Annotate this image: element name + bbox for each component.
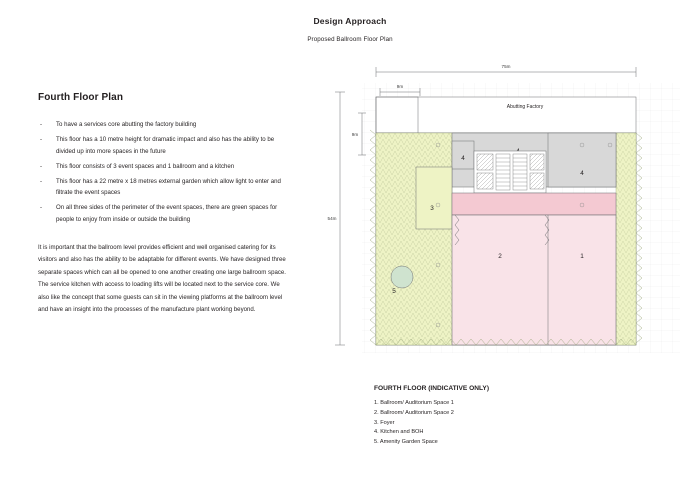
legend-item: 2. Ballroom/ Auditorium Space 2 bbox=[374, 409, 454, 416]
floor-plan-drawing bbox=[320, 55, 680, 375]
foyer-area bbox=[416, 167, 452, 229]
left-text-column bbox=[38, 92, 286, 317]
bullet-dash: - bbox=[40, 135, 43, 143]
section-title: Fourth Floor Plan bbox=[38, 92, 124, 103]
dimension-overall-width bbox=[376, 64, 636, 77]
boh-block-right bbox=[548, 133, 616, 187]
legend-item: 1. Ballroom/ Auditorium Space 1 bbox=[374, 400, 454, 406]
list-item-text: This floor consists of 3 event spaces and 1 ballroom and a kitchen bbox=[56, 162, 235, 170]
garden-strip-right-hatch bbox=[616, 133, 636, 345]
list-item-text: This floor has a 10 metre height for dramatic impact and also has the ability to be divided up into more spaces in the future bbox=[56, 135, 275, 155]
dimension-label-inner-width: 9m bbox=[396, 84, 404, 89]
page-subtitle: Proposed Ballroom Floor Plan bbox=[307, 36, 393, 43]
list-item-text: This floor has a 22 metre x 18 metres external garden which allow light to enter and filtrate the event spaces bbox=[56, 177, 281, 197]
list-item-text: On all three sides of the perimeter of the event spaces, there are green spaces for people to enjoy from inside or outside the building bbox=[56, 204, 278, 224]
bullet-list bbox=[38, 119, 286, 226]
dimension-label-width: 75m bbox=[501, 64, 511, 69]
page-title: Design Approach bbox=[313, 16, 387, 26]
room-number-4-right: 4 bbox=[580, 170, 584, 177]
document-header bbox=[0, 16, 700, 43]
list-item bbox=[38, 161, 286, 173]
abutting-factory-label: Abutting Factory bbox=[506, 104, 544, 110]
room-number-5: 5 bbox=[392, 288, 396, 295]
service-core bbox=[474, 151, 546, 193]
bullet-dash: - bbox=[40, 121, 43, 128]
list-item bbox=[38, 176, 286, 200]
bullet-dash: - bbox=[40, 177, 43, 185]
list-item bbox=[38, 134, 286, 158]
list-item bbox=[38, 119, 286, 131]
dimension-label-inner-height: 9m bbox=[351, 132, 359, 137]
room-number-3: 3 bbox=[430, 205, 434, 212]
room-number-2: 2 bbox=[498, 253, 502, 260]
abutting-factory-band bbox=[376, 97, 636, 133]
amenity-garden-circle bbox=[391, 266, 413, 288]
list-item bbox=[38, 202, 286, 226]
room-number-1: 1 bbox=[580, 253, 584, 260]
dimension-label-height: 54m bbox=[327, 216, 337, 221]
legend-item: 5. Amenity Garden Space bbox=[374, 439, 438, 446]
legend-item: 3. Foyer bbox=[374, 419, 395, 426]
bullet-dash: - bbox=[40, 162, 43, 170]
body-paragraph: It is important that the ballroom level provides efficient and well organised catering for its visitors and also has the ability to be adaptable for different events. We have designed three separate spaces which can all be opened to one another creating one large ballroom space. The service kitchen with access to loading lifts will be located next to the service core. We also like the concept that some guests can sit in the viewing platforms at the ballroom level and have an insight into the processes of the manufacture plant working beyond. bbox=[38, 244, 286, 314]
dimension-overall-height bbox=[328, 92, 345, 345]
list-item-text: To have a services core abutting the factory building bbox=[56, 121, 197, 128]
kitchen-circulation-band bbox=[452, 193, 616, 215]
ballroom-block bbox=[452, 215, 616, 345]
legend-title: FOURTH FLOOR (INDICATIVE ONLY) bbox=[374, 385, 490, 392]
bullet-dash: - bbox=[40, 204, 43, 212]
floor-legend bbox=[374, 385, 594, 448]
legend-item: 4. Kitchen and BOH bbox=[374, 429, 424, 436]
room-number-4-small: 4 bbox=[461, 155, 465, 162]
